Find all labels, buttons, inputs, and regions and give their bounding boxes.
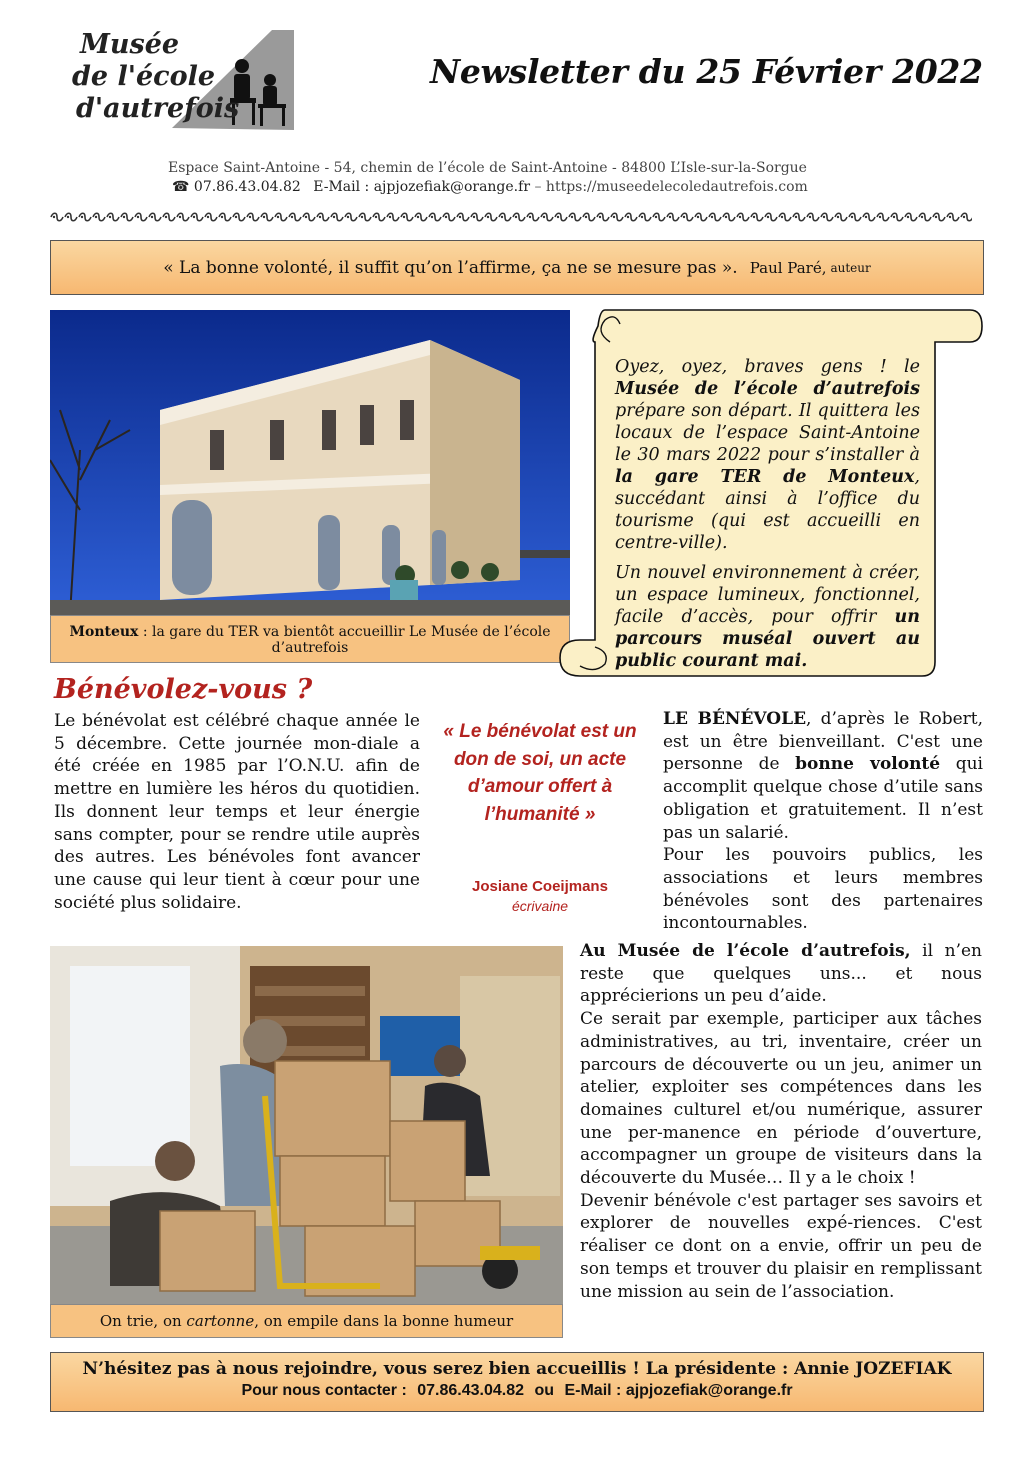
ornament-divider bbox=[50, 210, 972, 224]
station-caption-bold: Monteux bbox=[69, 624, 139, 640]
quote-text: « La bonne volonté, il suffit qu’on l’affirme, ça ne se mesure pas ». bbox=[163, 257, 738, 278]
volunteer-quote-author: Josiane Coeijmans bbox=[472, 878, 608, 895]
footer-banner bbox=[50, 1352, 984, 1412]
phone-icon: ☎ bbox=[172, 179, 190, 195]
help-paragraph-2: Ce serait par exemple, participer aux tâches administratives, au tri, inventaire, créer un parcours de découverte ou un jeu, animer un atelier, exploiter ses compétences dans les domaines culturel et/ou numérique, assurer une per-manence en période d’ouverture, accompagner un groupe de visiteurs dans la découverte du Musée… Il y a le choix ! bbox=[580, 1009, 982, 1189]
contact-line bbox=[172, 179, 808, 195]
footer-invite: N’hésitez pas à nous rejoindre, vous serez bien accueillis ! La présidente : Annie JOZEFIAK bbox=[82, 1359, 952, 1379]
volunteer-quote-role: écrivaine bbox=[511, 898, 569, 914]
volunteer-definition: LE BÉNÉVOLE, d’après le Robert, est un être bienveillant. C'est une personne de bonne volonté qui accomplit quelque chose d’utile sans obligation et gratuitement. Il n’est pas un salarié. Pour les pouvoirs publics, les associations et leurs membres bénévoles sont des partenaires incontournables. bbox=[663, 709, 983, 934]
footer-phone[interactable]: 07.86.43.04.82 bbox=[417, 1382, 525, 1399]
station-caption-text: : la gare du TER va bientôt accueillir Le Musée de l’école d’autrefois bbox=[138, 624, 551, 656]
boxes-caption: On trie, on cartonne, on empile dans la bonne humeur bbox=[50, 1304, 563, 1338]
logo-line-2: de l'école bbox=[72, 61, 216, 92]
header-email-label: E-Mail : bbox=[313, 179, 370, 195]
scroll-paragraph-2: Un nouvel environnement à créer, un espace lumineux, fonctionnel, facile d’accès, pour offrir un parcours muséal ouvert au public courant mai. bbox=[615, 563, 920, 671]
scroll-paragraph-1: Oyez, oyez, braves gens ! le Musée de l’école d’autrefois prépare son départ. Il quittera les locaux de l’espace Saint-Antoine le 30 mars 2022 pour s’installer à la gare TER de Monteux, succédant ainsi à l’office du tourisme (qui est accueilli en centre-ville). bbox=[615, 357, 920, 553]
museum-help-text bbox=[580, 940, 982, 1303]
help-paragraph-1: Au Musée de l’école d’autrefois, il n’en reste que quelques uns... et nous apprécierions un peu d’aide. bbox=[580, 941, 982, 1007]
station-photo bbox=[50, 310, 570, 615]
section-title: Bénévolez-vous ? bbox=[54, 674, 313, 705]
header-separator: – bbox=[534, 179, 542, 195]
quote-banner bbox=[50, 240, 984, 295]
museum-address: Espace Saint-Antoine - 54, chemin de l’école de Saint-Antoine - 84800 L’Isle-sur-la-Sorgue bbox=[168, 160, 807, 176]
quote-role: auteur bbox=[830, 260, 871, 275]
museum-logo bbox=[72, 28, 297, 136]
boxes-photo bbox=[50, 946, 563, 1304]
footer-contact: Pour nous contacter : 07.86.43.04.82 ou E-Mail : ajpjozefiak@orange.fr bbox=[241, 1382, 793, 1399]
newsletter-title: Newsletter du 25 Février 2022 bbox=[430, 52, 983, 91]
volunteer-quote: « Le bénévolat est un don de soi, un acte d’amour offert à l’humanité » bbox=[443, 721, 637, 825]
logo-line-1: Musée bbox=[80, 29, 180, 60]
volunteer-intro-text: Le bénévolat est célébré chaque année le 5 décembre. Cette journée mon-diale a été créée en 1985 par l’O.N.U. afin de mettre en lumière les héros du quotidien. Ils donnent leur temps et leur énergie sans compter, pour se rendre utile auprès des autres. Les bénévoles font avancer une cause qui leur tient à cœur pour une société plus solidaire. bbox=[54, 711, 420, 913]
quote-author: Paul Paré, bbox=[749, 258, 827, 277]
header-website[interactable]: https://museedelecoledautrefois.com bbox=[545, 179, 808, 195]
scroll-text bbox=[615, 356, 920, 680]
station-caption bbox=[50, 615, 570, 663]
header-phone: 07.86.43.04.82 bbox=[193, 179, 301, 195]
footer-email[interactable]: ajpjozefiak@orange.fr bbox=[625, 1382, 793, 1399]
logo-line-3: d'autrefois bbox=[76, 93, 240, 124]
help-paragraph-3: Devenir bénévole c'est partager ses savoirs et explorer de nouvelles expé-riences. C'est réaliser ce dont on a envie, offrir un peu de son temps et trouver du plaisir en remplissant une mission au sein de l’association. bbox=[580, 1190, 982, 1302]
header-email[interactable]: ajpjozefiak@orange.fr bbox=[373, 179, 531, 195]
